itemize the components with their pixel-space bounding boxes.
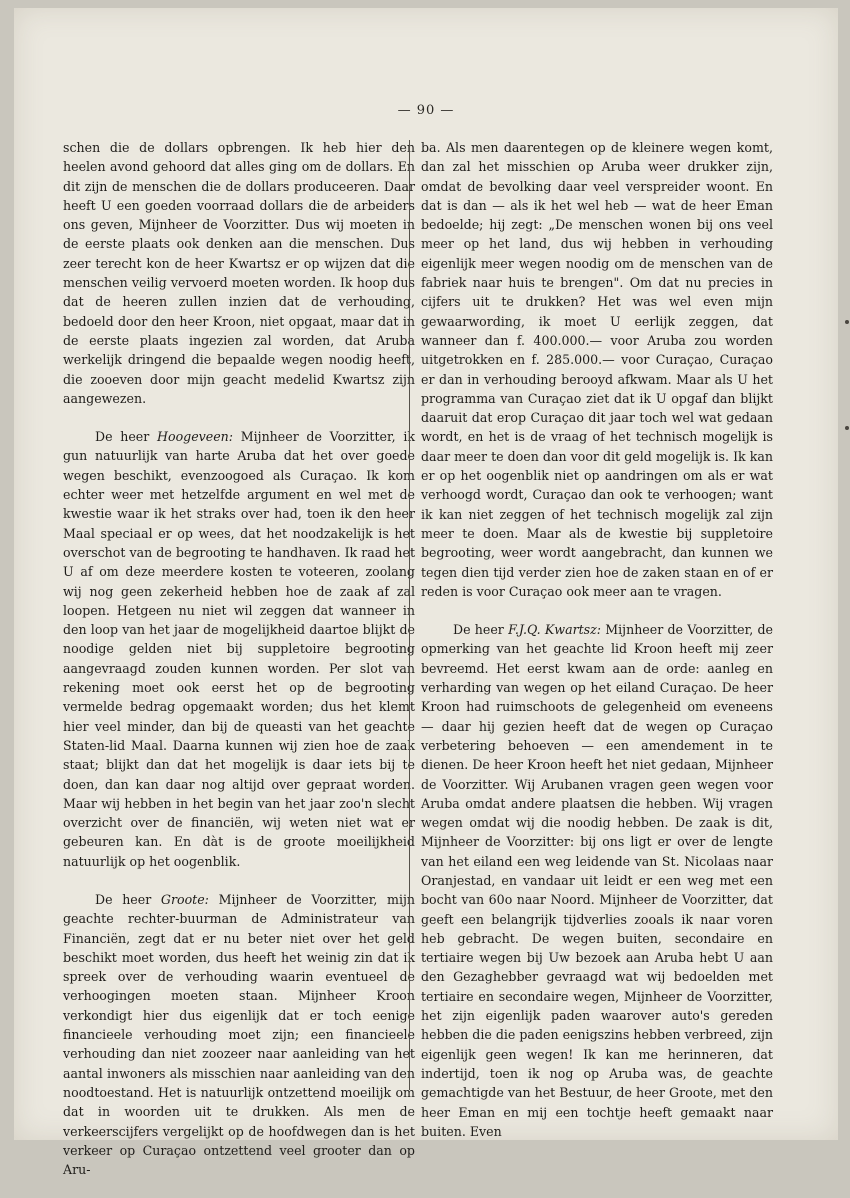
column-divider [409, 140, 410, 1090]
paragraph-lead: De heer [95, 891, 152, 907]
speaker-name: Hoogeveen: [157, 429, 234, 445]
margin-mark [845, 320, 849, 324]
speaker-name: F.J.Q. Kwartsz: [508, 622, 602, 638]
paragraph-text: Mijnheer de Voorzitter, mijn geachte rechter-buurman de Administrateur van Financiën, zegt dat er nu beter niet over het geld beschikt moet worden, dus heeft het weinig zin dat ik spreek over de verhouding waarin eventueel de verhoogingen moeten staan. Mijnheer Kroon verkondigt hier dus eigenlijk dat er toch eenige financieele verhouding moet zijn; een financieele verhouding dan niet zoozeer naar aanleiding van het aantal inwoners als misschien naar aanleiding van den noodtoestand. Het is natuurlijk ontzettend moeilijk om dat in woorden uit te drukken. Als men de verkeerscijfers vergelijkt op de hoofdwegen dan is het verkeer op Curaçao ontzettend veel grooter dan op Aru- [63, 891, 415, 1178]
paragraph-continuation: schen die de dollars opbrengen. Ik heb hier den heelen avond gehoord dat alles ging om de dollars. En dit zijn de menschen die de dollars produceeren. Daar heeft U een goeden voorraad dollars die de arbeiders ons geven, Mijnheer de Voorzitter. Dus wij moeten in de eerste plaats ook denken aan die menschen. Dus zeer terecht kon de heer Kwartsz er op wijzen dat die menschen veilig vervoerd moeten worden. Ik hoop dus dat de heeren zullen inzien dat de verhouding, bedoeld door den heer Kroon, niet opgaat, maar dat in de eerste plaats ingezien zal worden, dat Aruba werkelijk dringend die bepaalde wegen noodig heeft, die zooeven door mijn geacht medelid Kwartsz zijn aangewezen. [63, 140, 415, 406]
speaker-name: Groote: [160, 891, 209, 907]
paragraph-continuation: ba. Als men daarentegen op de kleinere wegen komt, dan zal het misschien op Aruba weer drukker zijn, omdat de bevolking daar veel verspreider woont. En dat is dan — als ik het wel heb — wat de heer Eman bedoelde; hij zegt: „De menschen wonen bij ons veel meer op het land, dus wij hebben in verhouding eigenlijk meer wegen noodig om de menschen van de fabriek naar huis te brengen". Om dat nu precies in cijfers uit te drukken? Het was wel even mijn gewaarwording, ik moet U eerlijk zeggen, dat wanneer dan f. 400.000.— voor Aruba zou worden uitgetrokken en f. 285.000.— voor Curaçao, Curaçao er dan in verhouding berooyd afkwam. Maar als U het programma van Curaçao ziet dat ik U opgaf dan blijkt daaruit dat erop Curaçao dit jaar toch wel wat gedaan wordt, en het is de vraag of het technisch mogelijk is daar meer te doen dan voor dit geld mogelijk is. Ik kan er op het oogenblik niet op aandringen om als er wat verhoogd wordt, Curaçao dan ook te verhoogen; want ik kan niet zeggen of het technisch mogelijk zal zijn meer te doen. Maar als de kwestie bij suppletoire begrooting, weer wordt aangebracht, dan kunnen we tegen dien tijd verder zien hoe de zaken staan en of er reden is voor Curaçao ook meer aan te vragen. [421, 140, 773, 599]
paragraph-hoogeveen [63, 427, 415, 871]
right-column [421, 138, 773, 1160]
paragraph-groote [63, 890, 415, 1179]
paragraph-lead: De heer [453, 622, 504, 638]
paragraph-text: Mijnheer de Voorzitter, ik gun natuurlijk van harte Aruba dat het over goede wegen beschikt, evenzoogoed als Curaçao. Ik kom echter weer met hetzelfde argument en wel met de kwestie waar ik het straks over had, toen ik den heer Maal speciaal er op wees, dat het noodzakelijk is het overschot van de begrooting te handhaven. Ik raad het U af om deze meerdere kosten te voteeren, zoolang wij nog geen zekerheid hebben hoe de zaak af zal loopen. Hetgeen nu niet wil zeggen dat wanneer in den loop van het jaar de mogelijkheid daartoe blijkt de noodige gelden niet bij suppletoire begrooting aangevraagd zouden kunnen worden. Per slot van rekening moet ook eerst het op de begrooting vermelde bedrag opgemaakt worden; dus het klemt hier veel minder, dan bij de queasti van het geachte Staten-lid Maal. Daarna kunnen wij zien hoe de zaak staat; blijkt dan dat het mogelijk is daar iets bij te doen, dan kan daar nog altijd over gepraat worden. Maar wij hebben in het begin van het jaar zoo'n slecht overzicht over de financiën, wij weten niet wat er gebeuren kan. En dàt is de groote moeilijkheid natuurlijk op het oogenblik. [63, 429, 415, 869]
paragraph-lead: De heer [95, 429, 150, 445]
document-page [14, 8, 838, 1178]
margin-mark [845, 426, 849, 430]
paragraph-kwartsz [421, 620, 773, 1141]
left-column [63, 138, 415, 1198]
page-number: — 90 — [397, 103, 455, 118]
paragraph-text: Mijnheer de Voorzitter, de opmerking van het geachte lid Kroon heeft mij zeer bevreemd. Het eerst kwam aan de orde: aanleg en verharding van wegen op het eiland Curaçao. De heer Kroon had ruimschoots de gelegenheid om eveneens — daar hij gezien heeft dat de wegen op Curaçao verbetering behoeven — een amendement in te dienen. De heer Kroon heeft het niet gedaan, Mijnheer de Voorzitter. Wij Arubanen vragen geen wegen voor Aruba omdat andere plaatsen die hebben. Wij vragen wegen omdat wij die noodig hebben. De zaak is dit, Mijnheer de Voorzitter: bij ons ligt er over de lengte van het eiland een weg leidende van St. Nicolaas naar Oranjestad, en vandaar uit leidt er een weg met een bocht van 60o naar Noord. Mijnheer de Voorzitter, dat geeft een belangrijk tijdverlies zooals ik naar voren heb gebracht. De wegen buiten, secondaire en tertiaire wegen bij Uw bezoek aan Aruba hebt U aan den Gezaghebber gevraagd wat wij bedoelden met tertiaire en secondaire wegen, Mijnheer de Voorzitter, het zijn eigenlijk paden waarover auto's gereden hebben die die paden eenigszins hebben verbreed, zijn eigenlijk geen wegen! Ik kan me herinneren, dat indertijd, toen ik nog op Aruba was, de geachte gemachtigde van het Bestuur, de heer Groote, met den heer Eman en mij een tochtje heeft gemaakt naar buiten. Even [421, 622, 773, 1139]
